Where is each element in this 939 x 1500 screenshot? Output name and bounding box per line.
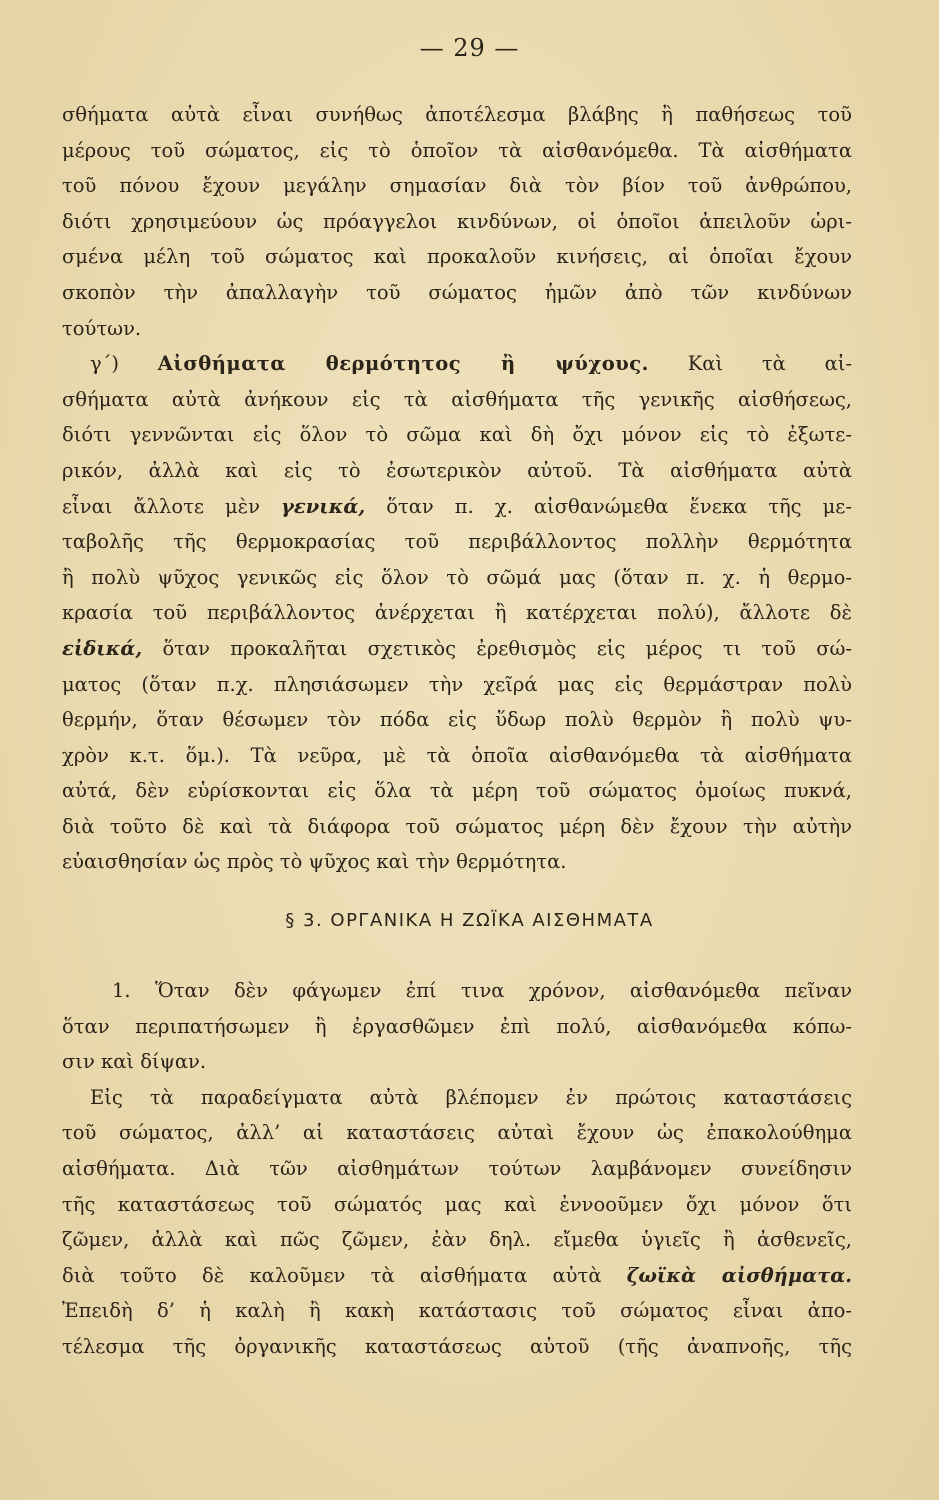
text-line: χρὸν κ.τ. ὅμ.). Τὰ νεῦρα, μὲ τὰ ὁποῖα αἰσθανόμεθα τὰ αἰσθήματα	[62, 743, 852, 767]
text-line: τῆς καταστάσεως τοῦ σώματός μας καὶ ἐννοοῦμεν ὄχι μόνον ὅτι	[62, 1192, 852, 1216]
text-line: ρικόν, ἀλλὰ καὶ εἰς τὸ ἐσωτερικὸν αὐτοῦ. Τὰ αἰσθήματα αὐτὰ	[62, 458, 852, 482]
text-line: τέλεσμα τῆς ὀργανικῆς καταστάσεως αὐτοῦ (τῆς ἀναπνοῆς, τῆς	[62, 1334, 852, 1358]
text-line: τοῦ σώματος, ἀλλ’ αἱ καταστάσεις αὐταὶ ἔχουν ὡς ἐπακολούθημα	[62, 1121, 852, 1145]
text-line: διὰ τοῦτο δὲ καὶ τὰ διάφορα τοῦ σώματος μέρη δὲν ἔχουν τὴν αὐτὴν	[62, 814, 852, 838]
text-span: ὅταν π. χ. αἰσθανώμεθα ἕνεκα τῆς με-	[386, 494, 852, 518]
section-heading: § 3. ΟΡΓΑΝΙΚΑ Η ΖΩΪΚΑ ΑΙΣΘΗΜΑΤΑ	[285, 910, 654, 931]
text-line: σμένα μέλη τοῦ σώματος καὶ προκαλοῦν κινήσεις, αἱ ὁποῖαι ἔχουν	[62, 245, 852, 269]
emphasis-text: εἰδικά,	[62, 636, 143, 660]
text-line: σκοπὸν τὴν ἀπαλλαγὴν τοῦ σώματος ἡμῶν ἀπὸ τῶν κινδύνων	[62, 280, 852, 304]
text-line: Ἐπειδὴ δ’ ἡ καλὴ ἢ κακὴ κατάστασις τοῦ σώματος εἶναι ἀπο-	[62, 1299, 852, 1323]
subsection-heading-line	[62, 346, 852, 382]
emphasis-text: ζωϊκὰ αἰσθήματα.	[626, 1263, 852, 1287]
text-span: Καὶ τὰ αἰ-	[687, 352, 852, 376]
text-line: 1. Ὅταν δὲν φάγωμεν ἐπί τινα χρόνον, αἰσθανόμεθα πεῖναν	[112, 979, 852, 1002]
text-line: σθήματα αὐτὰ εἶναι συνήθως ἀποτέλεσμα βλάβης ἢ παθήσεως τοῦ	[62, 103, 852, 126]
paragraph-block-organic-sensations	[62, 973, 852, 1365]
text-line: θερμήν, ὅταν θέσωμεν τὸν πόδα εἰς ὕδωρ πολὺ θερμὸν ἢ πολὺ ψυ-	[62, 708, 852, 732]
text-line: ἢ πολὺ ψῦχος γενικῶς εἰς ὅλον τὸ σῶμά μας (ὅταν π. χ. ἡ θερμο-	[62, 565, 852, 589]
text-line: κρασία τοῦ περιβάλλοντος ἀνέρχεται ἢ κατέρχεται πολύ), ἄλλοτε δὲ	[62, 601, 852, 625]
paragraph-block-pain-and-temperature	[62, 97, 852, 880]
text-span: διὰ τοῦτο δὲ καλοῦμεν τὰ αἰσθήματα αὐτὰ	[62, 1263, 602, 1287]
text-line: τοῦ πόνου ἔχουν μεγάλην σημασίαν διὰ τὸν βίον τοῦ ἀνθρώπου,	[62, 174, 852, 198]
text-line: σθήματα αὐτὰ ἀνήκουν εἰς τὰ αἰσθήματα τῆς γενικῆς αἰσθήσεως,	[62, 387, 852, 411]
text-line: διότι χρησιμεύουν ὡς πρόαγγελοι κινδύνων, οἱ ὁποῖοι ἀπειλοῦν ὡρι-	[62, 209, 852, 233]
text-span: ὅταν προκαλῆται σχετικὸς ἐρεθισμὸς εἰς μέρος τι τοῦ σώ-	[162, 636, 852, 660]
text-line: σιν καὶ δίψαν.	[62, 1050, 207, 1074]
text-line: αὐτά, δὲν εὑρίσκονται εἰς ὅλα τὰ μέρη τοῦ σώματος ὁμοίως πυκνά,	[62, 779, 852, 803]
subsection-marker: γ΄)	[90, 352, 120, 376]
text-line: ματος (ὅταν π.χ. πλησιάσωμεν τὴν χεῖρά μας εἰς θερμάστραν πολὺ	[62, 672, 852, 696]
text-line: εὐαισθησίαν ὡς πρὸς τὸ ψῦχος καὶ τὴν θερμότητα.	[62, 850, 567, 874]
subsection-title: Αἰσθήματα θερμότητος ἢ ψύχους.	[157, 352, 649, 376]
text-line: τούτων.	[62, 316, 142, 340]
text-line: αἰσθήματα. Διὰ τῶν αἰσθημάτων τούτων λαμβάνομεν συνείδησιν	[62, 1156, 852, 1180]
text-line: ζῶμεν, ἀλλὰ καὶ πῶς ζῶμεν, ἐὰν δηλ. εἴμεθα ὑγιεῖς ἢ ἀσθενεῖς,	[62, 1228, 852, 1252]
text-span: εἶναι ἄλλοτε μὲν	[62, 494, 260, 518]
text-line	[62, 489, 852, 525]
page-number: — 29 —	[419, 34, 520, 62]
text-line: Εἰς τὰ παραδείγματα αὐτὰ βλέπομεν ἐν πρώτοις καταστάσεις	[90, 1085, 852, 1109]
emphasis-text: γενικά,	[281, 494, 366, 518]
text-line	[62, 631, 852, 667]
text-line: διότι γεννῶνται εἰς ὅλον τὸ σῶμα καὶ δὴ ὄχι μόνον εἰς τὸ ἐξωτε-	[62, 423, 852, 447]
text-line	[62, 1258, 852, 1294]
text-line: ταβολῆς τῆς θερμοκρασίας τοῦ περιβάλλοντος πολλὴν θερμότητα	[62, 530, 852, 554]
text-line: ὅταν περιπατήσωμεν ἢ ἐργασθῶμεν ἐπὶ πολύ, αἰσθανόμεθα κόπω-	[62, 1014, 852, 1038]
text-line: μέρους τοῦ σώματος, εἰς τὸ ὁποῖον τὰ αἰσθανόμεθα. Τὰ αἰσθήματα	[62, 138, 852, 162]
